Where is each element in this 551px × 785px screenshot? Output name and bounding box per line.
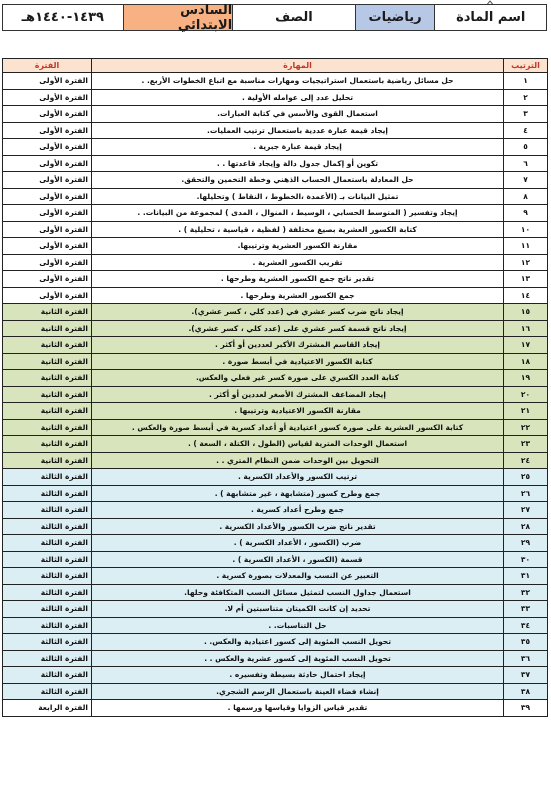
num-cell: ٣٦ xyxy=(504,650,548,667)
skill-cell: كتابة العدد الكسري على صورة كسر غير فعلي والعكس. xyxy=(92,370,504,387)
table-row xyxy=(3,584,548,601)
skill-cell: حل التناسبات. . xyxy=(92,617,504,634)
table-row xyxy=(3,221,548,238)
period-cell: الفترة الثانية xyxy=(3,419,92,436)
subject-value: رياضيات xyxy=(355,5,435,30)
period-cell: الفترة الثانية xyxy=(3,353,92,370)
num-cell: ٢١ xyxy=(504,403,548,420)
table-row xyxy=(3,634,548,651)
table-row xyxy=(3,320,548,337)
table-body xyxy=(3,73,548,717)
skill-cell: قسمة (الكسور ، الأعداد الكسرية ) . xyxy=(92,551,504,568)
num-cell: ٢٢ xyxy=(504,419,548,436)
table-row xyxy=(3,403,548,420)
period-cell: الفترة الثالثة xyxy=(3,568,92,585)
table-row xyxy=(3,205,548,222)
table-row xyxy=(3,386,548,403)
period-cell: الفترة الأولى xyxy=(3,89,92,106)
skill-cell: تقدير قياس الزوايا وقياسها ورسمها . xyxy=(92,700,504,717)
num-cell: ٢٣ xyxy=(504,436,548,453)
num-cell: ٢٤ xyxy=(504,452,548,469)
period-cell: الفترة الثالثة xyxy=(3,667,92,684)
num-cell: ١١ xyxy=(504,238,548,255)
header-num: الترتيب xyxy=(504,59,548,73)
grade-value: السادس الابتدائي xyxy=(123,5,233,30)
period-cell: الفترة الأولى xyxy=(3,287,92,304)
table-row xyxy=(3,601,548,618)
table-row xyxy=(3,485,548,502)
period-cell: الفترة الثانية xyxy=(3,320,92,337)
skill-cell: إيجاد احتمال حادثة بسيطة وتفسيره . xyxy=(92,667,504,684)
skill-cell: تمثيل البيانات بـ (الأعمدة ،الخطوط ، النقاط ) وتحليلها. xyxy=(92,188,504,205)
table-row xyxy=(3,89,548,106)
skill-cell: حل المعادلة باستعمال الحساب الذهني وخطة التخمين والتحقق. xyxy=(92,172,504,189)
skill-cell: جمع وطرح كسور (متشابهة ، غير متشابهة ) . xyxy=(92,485,504,502)
num-cell: ١٥ xyxy=(504,304,548,321)
num-cell: ٦ xyxy=(504,155,548,172)
skill-cell: إيجاد المضاعف المشترك الأصغر لعددين أو أكثر . xyxy=(92,386,504,403)
period-cell: الفترة الثانية xyxy=(3,436,92,453)
period-cell: الفترة الثانية xyxy=(3,304,92,321)
grade-label: الصف xyxy=(232,5,355,30)
skill-cell: كتابة الكسور العشرية على صورة كسور اعتيادية أو أعداد كسرية في أبسط صورة والعكس . xyxy=(92,419,504,436)
period-cell: الفترة الثالثة xyxy=(3,650,92,667)
period-cell: الفترة الثالثة xyxy=(3,551,92,568)
num-cell: ١٨ xyxy=(504,353,548,370)
skill-cell: كتابة الكسور العشرية بصيغ مختلفة ( لفظية ، قياسية ، تحليلية ) . xyxy=(92,221,504,238)
skill-cell: تكوين أو إكمال جدول دالة وإيجاد قاعدتها . . xyxy=(92,155,504,172)
skill-cell: إيجاد قيمة عبارة جبرية . xyxy=(92,139,504,156)
skill-cell: تقدير ناتج ضرب الكسور والأعداد الكسرية . xyxy=(92,518,504,535)
table-row xyxy=(3,568,548,585)
period-cell: الفترة الثانية xyxy=(3,370,92,387)
period-cell: الفترة الثالثة xyxy=(3,535,92,552)
skill-cell: استعمال القوى والأسس في كتابة العبارات. xyxy=(92,106,504,123)
num-cell: ٩ xyxy=(504,205,548,222)
num-cell: ٧ xyxy=(504,172,548,189)
num-cell: ٣٧ xyxy=(504,667,548,684)
table-row xyxy=(3,304,548,321)
table-row xyxy=(3,535,548,552)
num-cell: ٣٤ xyxy=(504,617,548,634)
table-row xyxy=(3,683,548,700)
header-skill: المهارة xyxy=(92,59,504,73)
num-cell: ٢٩ xyxy=(504,535,548,552)
num-cell: ٢٧ xyxy=(504,502,548,519)
period-cell: الفترة الأولى xyxy=(3,188,92,205)
skill-cell: إيجاد ناتج ضرب كسر عشري في (عدد كلي ، كسر عشري). xyxy=(92,304,504,321)
table-row xyxy=(3,254,548,271)
num-cell: ٢٨ xyxy=(504,518,548,535)
table-row xyxy=(3,452,548,469)
period-cell: الفترة الثالثة xyxy=(3,518,92,535)
subject-label: اسم المادة xyxy=(434,5,546,30)
skill-cell: إيجاد القاسم المشترك الأكبر لعددين أو أكثر . xyxy=(92,337,504,354)
period-cell: الفترة الأولى xyxy=(3,106,92,123)
period-cell: الفترة الثالثة xyxy=(3,469,92,486)
table-row xyxy=(3,469,548,486)
num-cell: ٣ xyxy=(504,106,548,123)
period-cell: الفترة الثالثة xyxy=(3,584,92,601)
period-cell: الفترة الثانية xyxy=(3,386,92,403)
num-cell: ١٢ xyxy=(504,254,548,271)
skill-cell: تحديد إن كانت الكميتان متناسبتين أم لا. xyxy=(92,601,504,618)
num-cell: ٣٣ xyxy=(504,601,548,618)
period-cell: الفترة الأولى xyxy=(3,73,92,90)
header-bar xyxy=(2,4,547,31)
table-row xyxy=(3,106,548,123)
num-cell: ١٧ xyxy=(504,337,548,354)
skill-cell: جمع وطرح أعداد كسرية . xyxy=(92,502,504,519)
num-cell: ٣٢ xyxy=(504,584,548,601)
num-cell: ١٤ xyxy=(504,287,548,304)
year-value: ١٤٣٩-١٤٤٠هـ xyxy=(3,5,123,30)
table-row xyxy=(3,617,548,634)
table-header-row xyxy=(3,59,548,73)
period-cell: الفترة الثالثة xyxy=(3,601,92,618)
skill-cell: استعمال الوحدات المترية لقياس (الطول ، الكتلة ، السعة ) . xyxy=(92,436,504,453)
skill-cell: إيجاد ناتج قسمة كسر عشري على (عدد كلي ، كسر عشري). xyxy=(92,320,504,337)
period-cell: الفترة الثانية xyxy=(3,403,92,420)
skill-cell: تحويل النسب المئوية إلى كسور عشرية والعكس . . xyxy=(92,650,504,667)
skill-cell: ترتيب الكسور والأعداد الكسرية . xyxy=(92,469,504,486)
num-cell: ١٦ xyxy=(504,320,548,337)
table-row xyxy=(3,650,548,667)
table-row xyxy=(3,172,548,189)
period-cell: الفترة الأولى xyxy=(3,205,92,222)
period-cell: الفترة الأولى xyxy=(3,139,92,156)
period-cell: الفترة الأولى xyxy=(3,155,92,172)
num-cell: ١٠ xyxy=(504,221,548,238)
table-row xyxy=(3,238,548,255)
period-cell: الفترة الثالثة xyxy=(3,485,92,502)
period-cell: الفترة الأولى xyxy=(3,172,92,189)
num-cell: ٢ xyxy=(504,89,548,106)
period-cell: الفترة الثانية xyxy=(3,337,92,354)
period-cell: الفترة الثالثة xyxy=(3,683,92,700)
table-row xyxy=(3,518,548,535)
period-cell: الفترة الثالثة xyxy=(3,617,92,634)
table-row xyxy=(3,667,548,684)
table-row xyxy=(3,370,548,387)
table-row xyxy=(3,337,548,354)
table-row xyxy=(3,188,548,205)
skill-cell: حل مسائل رياضية باستعمال استراتيجيات ومهارات مناسبة مع اتباع الخطوات الأربع. . xyxy=(92,73,504,90)
skill-cell: تقدير ناتج جمع الكسور العشرية وطرحها . xyxy=(92,271,504,288)
table-row xyxy=(3,700,548,717)
num-cell: ٨ xyxy=(504,188,548,205)
header-period: الفترة xyxy=(3,59,92,73)
period-cell: الفترة الثانية xyxy=(3,452,92,469)
num-cell: ١ xyxy=(504,73,548,90)
table-row xyxy=(3,73,548,90)
skill-cell: تقريب الكسور العشرية . xyxy=(92,254,504,271)
num-cell: ٣٩ xyxy=(504,700,548,717)
skill-cell: التحويل بين الوحدات ضمن النظام المتري . . xyxy=(92,452,504,469)
skill-cell: تحويل النسب المئوية إلى كسور اعتيادية والعكس. . xyxy=(92,634,504,651)
num-cell: ١٣ xyxy=(504,271,548,288)
table-row xyxy=(3,271,548,288)
num-cell: ٣١ xyxy=(504,568,548,585)
table-row xyxy=(3,502,548,519)
table-row xyxy=(3,122,548,139)
table-row xyxy=(3,287,548,304)
num-cell: ٢٠ xyxy=(504,386,548,403)
skill-cell: كتابة الكسور الاعتيادية في أبسط صورة . xyxy=(92,353,504,370)
table-row xyxy=(3,139,548,156)
skill-cell: مقارنة الكسور العشرية وترتيبها. xyxy=(92,238,504,255)
skill-cell: التعبير عن النسب والمعدلات بصورة كسرية . xyxy=(92,568,504,585)
table-row xyxy=(3,419,548,436)
num-cell: ٥ xyxy=(504,139,548,156)
skill-cell: مقارنة الكسور الاعتيادية وترتيبها . xyxy=(92,403,504,420)
period-cell: الفترة الثالثة xyxy=(3,502,92,519)
period-cell: الفترة الرابعة xyxy=(3,700,92,717)
table-row xyxy=(3,551,548,568)
table-row xyxy=(3,353,548,370)
num-cell: ٣٥ xyxy=(504,634,548,651)
table-row xyxy=(3,436,548,453)
table-row xyxy=(3,155,548,172)
num-cell: ٢٦ xyxy=(504,485,548,502)
skill-cell: ضرب (الكسور ، الأعداد الكسرية ) . xyxy=(92,535,504,552)
skill-cell: إنشاء فضاء العينة باستعمال الرسم الشجري. xyxy=(92,683,504,700)
period-cell: الفترة الأولى xyxy=(3,221,92,238)
skill-cell: جمع الكسور العشرية وطرحها . xyxy=(92,287,504,304)
period-cell: الفترة الثالثة xyxy=(3,634,92,651)
period-cell: الفترة الأولى xyxy=(3,122,92,139)
skill-cell: إيجاد وتفسير ( المتوسط الحسابي ، الوسيط ، المنوال ، المدى ) لمجموعة من البيانات. . xyxy=(92,205,504,222)
skill-cell: استعمال جداول النسب لتمثيل مسائل النسب المتكافئة وحلها. xyxy=(92,584,504,601)
num-cell: ٢٥ xyxy=(504,469,548,486)
skill-cell: إيجاد قيمة عبارة عددية باستعمال ترتيب العمليات. xyxy=(92,122,504,139)
period-cell: الفترة الأولى xyxy=(3,238,92,255)
period-cell: الفترة الأولى xyxy=(3,271,92,288)
period-cell: الفترة الأولى xyxy=(3,254,92,271)
num-cell: ٤ xyxy=(504,122,548,139)
num-cell: ١٩ xyxy=(504,370,548,387)
num-cell: ٣٨ xyxy=(504,683,548,700)
skills-table xyxy=(2,58,548,717)
skill-cell: تحليل عدد إلى عوامله الأولية . xyxy=(92,89,504,106)
num-cell: ٣٠ xyxy=(504,551,548,568)
